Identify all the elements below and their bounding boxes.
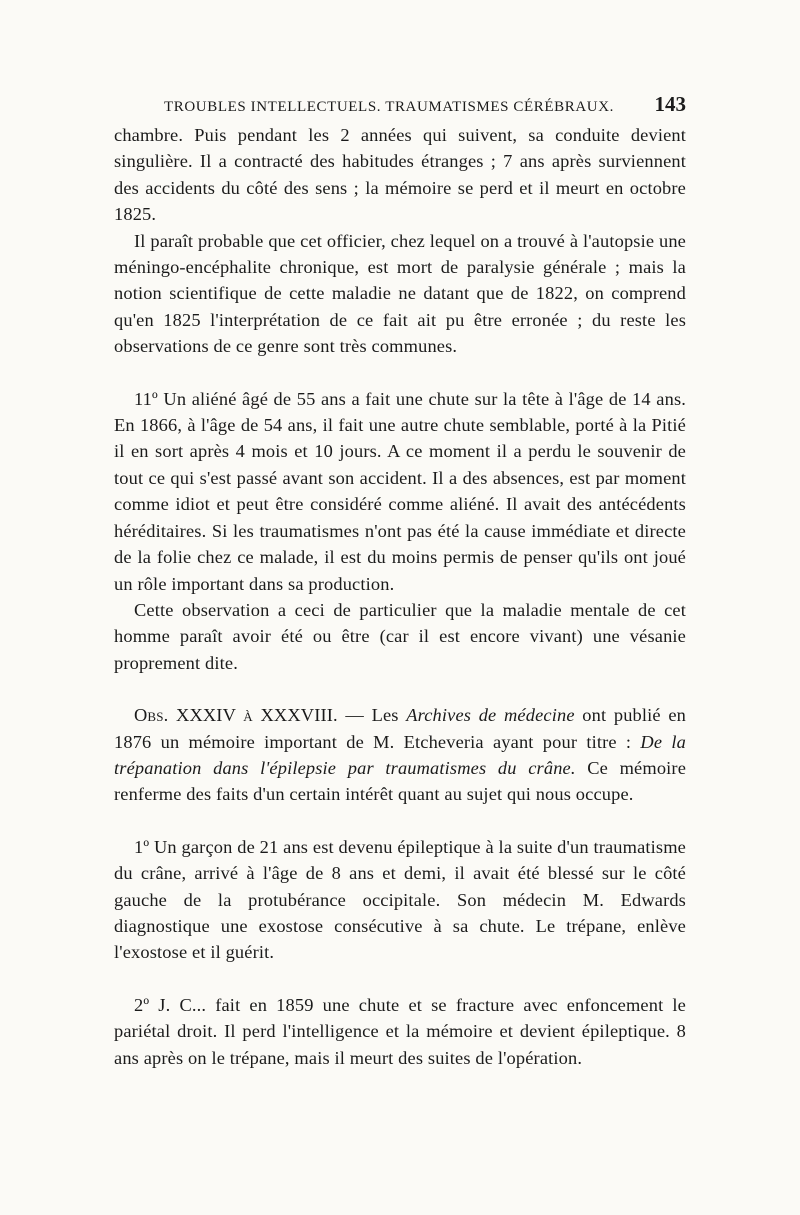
paragraph-observation-note: Cette observation a ceci de particulier que la maladie mentale de cet homme paraît avoir été ou être (car il est encore vivant) une vésanie proprement dite. bbox=[114, 599, 686, 673]
page-number: 143 bbox=[654, 92, 686, 116]
paragraph-case-1: 1º Un garçon de 21 ans est devenu épileptique à la suite d'un traumatisme du crâne, arrivé à l'âge de 8 ans et demi, il avait été blessé sur le côté gauche de la protubérance occipitale. Son médecin M. Edwards diagnostique une exostose consécutive à sa chute. Le trépane, enlève l'exostose et il guérit. bbox=[114, 836, 686, 963]
journal-title: Archives de médecine bbox=[406, 705, 575, 726]
obs-label: Obs. XXXIV à XXXVIII. bbox=[134, 705, 338, 726]
paragraph-commentary: Il paraît probable que cet officier, chez lequel on a trouvé à l'autopsie une méningo-encéphalite chronique, est mort de paralysie générale ; mais la notion scientifique de cette maladie ne datant que de 1822, on comprend qu'en 1825 l'interprétation de ce fait ait pu être erronée ; du reste les observations de ce genre sont très communes. bbox=[114, 230, 686, 357]
paragraph-case-2: 2º J. C... fait en 1859 une chute et se fracture avec enfoncement le pariétal droit. Il perd l'intelligence et la mémoire et devient épileptique. 8 ans après on le trépane, mais il meurt des suites de l'opération. bbox=[114, 994, 686, 1068]
obs-mid-text: ont publié en 1876 un mémoire important de M. Etcheveria ayant pour titre : bbox=[114, 705, 687, 752]
obs-dash: — Les bbox=[337, 705, 407, 726]
book-page bbox=[114, 92, 686, 1071]
running-title: TROUBLES INTELLECTUELS. TRAUMATISMES CÉRÉBRAUX. bbox=[164, 99, 615, 115]
memoir-title: De la trépanation dans l'épilepsie par traumatismes du crâne. bbox=[114, 731, 686, 778]
running-header bbox=[114, 92, 686, 122]
paragraph-continuation: chambre. Puis pendant les 2 années qui suivent, sa conduite devient singulière. Il a contracté des habitudes étranges ; 7 ans après surviennent des accidents du côté des sens ; la mémoire se perd et il meurt en octobre 1825. bbox=[114, 125, 686, 225]
paragraph-obs-xxxiv bbox=[114, 702, 686, 808]
obs-end-text: Ce mémoire renferme des faits d'un certain intérêt quant au sujet qui nous occupe. bbox=[114, 757, 687, 805]
paragraph-case-11: 11º Un aliéné âgé de 55 ans a fait une chute sur la tête à l'âge de 14 ans. En 1866, à l'âge de 54 ans, il fait une autre chute semblable, porté à la Pitié il en sort après 4 mois et 10 jours. A ce moment il a perdu le souvenir de tout ce qui s'est passé avant son accident. Il a des absences, est par moment comme idiot et peut être considéré comme aliéné. Il avait des antécédents héréditaires. Si les traumatismes n'ont pas été la cause immédiate et directe de la folie chez ce malade, il est du moins permis de penser qu'ils ont joué un rôle important dans sa production. bbox=[114, 388, 686, 594]
